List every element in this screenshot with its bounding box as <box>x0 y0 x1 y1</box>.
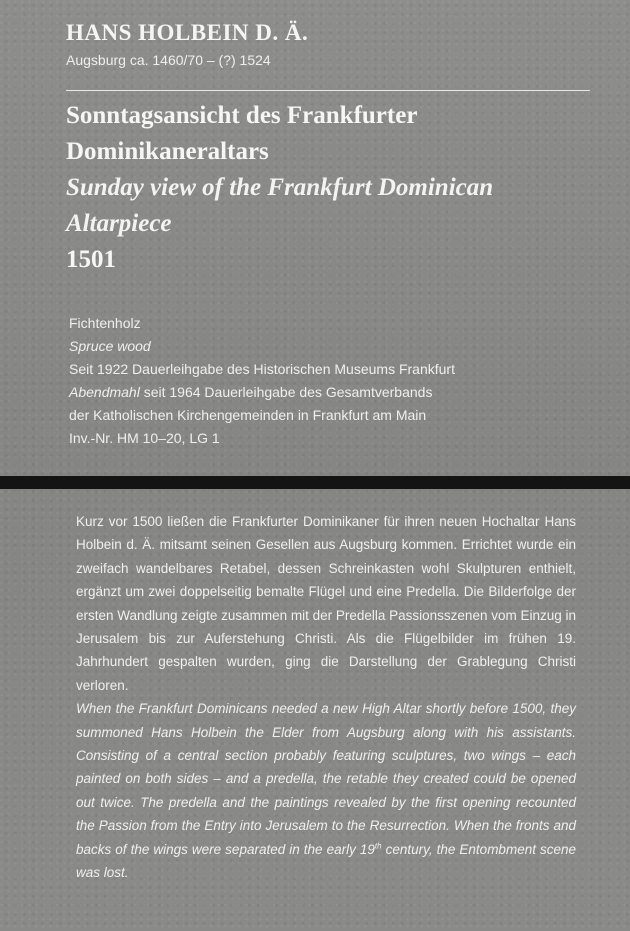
title-english-line2: Altarpiece <box>66 210 172 237</box>
artist-name: HANS HOLBEIN D. Ä. <box>66 20 309 45</box>
title-english-line1: Sunday view of the Frankfurt Dominican <box>66 174 494 201</box>
description-english <box>76 697 576 884</box>
artwork-metadata <box>69 312 609 450</box>
artist-header <box>66 18 586 70</box>
material-english: Spruce wood <box>69 338 151 354</box>
description-block <box>76 510 576 885</box>
section-divider-bar <box>0 476 630 489</box>
loan-line-2 <box>69 381 609 404</box>
loan-work-title: Abendmahl <box>69 384 140 400</box>
title-german-line2: Dominikaneraltars <box>66 138 269 165</box>
description-english-part2: century, the Entombment scene was lost. <box>76 841 577 881</box>
loan-line-1: Seit 1922 Dauerleihgabe des Historischen Museums Frankfurt <box>69 361 455 377</box>
loan-line-2-text: seit 1964 Dauerleihgabe des Gesamtverbands <box>139 384 433 400</box>
inventory-number: Inv.-Nr. HM 10–20, LG 1 <box>69 430 220 446</box>
description-english-superscript: th <box>374 841 382 851</box>
artist-dates: Augsburg ca. 1460/70 – (?) 1524 <box>66 52 271 68</box>
description-english-part1: When the Frankfurt Dominicans needed a new High Altar shortly before 1500, they summoned Hans Holbein the Elder from Augsburg along with his assistants. Consisting of a central section probably featuring sculptures, two wings – each painted on both sides – and a predella, the retable they created could be opened out twice. The predella and the paintings revealed by the first opening recounted the Passion from the Entry into Jerusalem to the Resurrection. When the fronts and backs of the wings were separated in the early 19 <box>76 701 576 857</box>
title-german-line1: Sonntagsansicht des Frankfurter <box>66 102 418 129</box>
material-german: Fichtenholz <box>69 315 141 331</box>
loan-line-3: der Katholischen Kirchengemeinden in Frankfurt am Main <box>69 407 427 423</box>
header-divider <box>66 90 590 91</box>
artwork-year: 1501 <box>66 246 116 273</box>
artwork-title <box>66 98 606 278</box>
description-german: Kurz vor 1500 ließen die Frankfurter Dominikaner für ihren neuen Hochaltar Hans Holbein d. Ä. mitsamt seinen Gesellen aus Augsburg kommen. Errichtet wurde ein zweifach wandelbares Retabel, dessen Schreinkasten wohl Skulpturen enthielt, ergänzt um zwei doppelseitig bemalte Flügel und eine Predella. Die Bilderfolge der ersten Wandlung zeigte zusammen mit der Predella Passionsszenen vom Einzug in Jerusalem bis zur Auferstehung Christi. Als die Flügelbilder im frühen 19. Jahrhundert gespalten wurden, ging die Darstellung der Grablegung Christi verloren. <box>76 514 577 693</box>
